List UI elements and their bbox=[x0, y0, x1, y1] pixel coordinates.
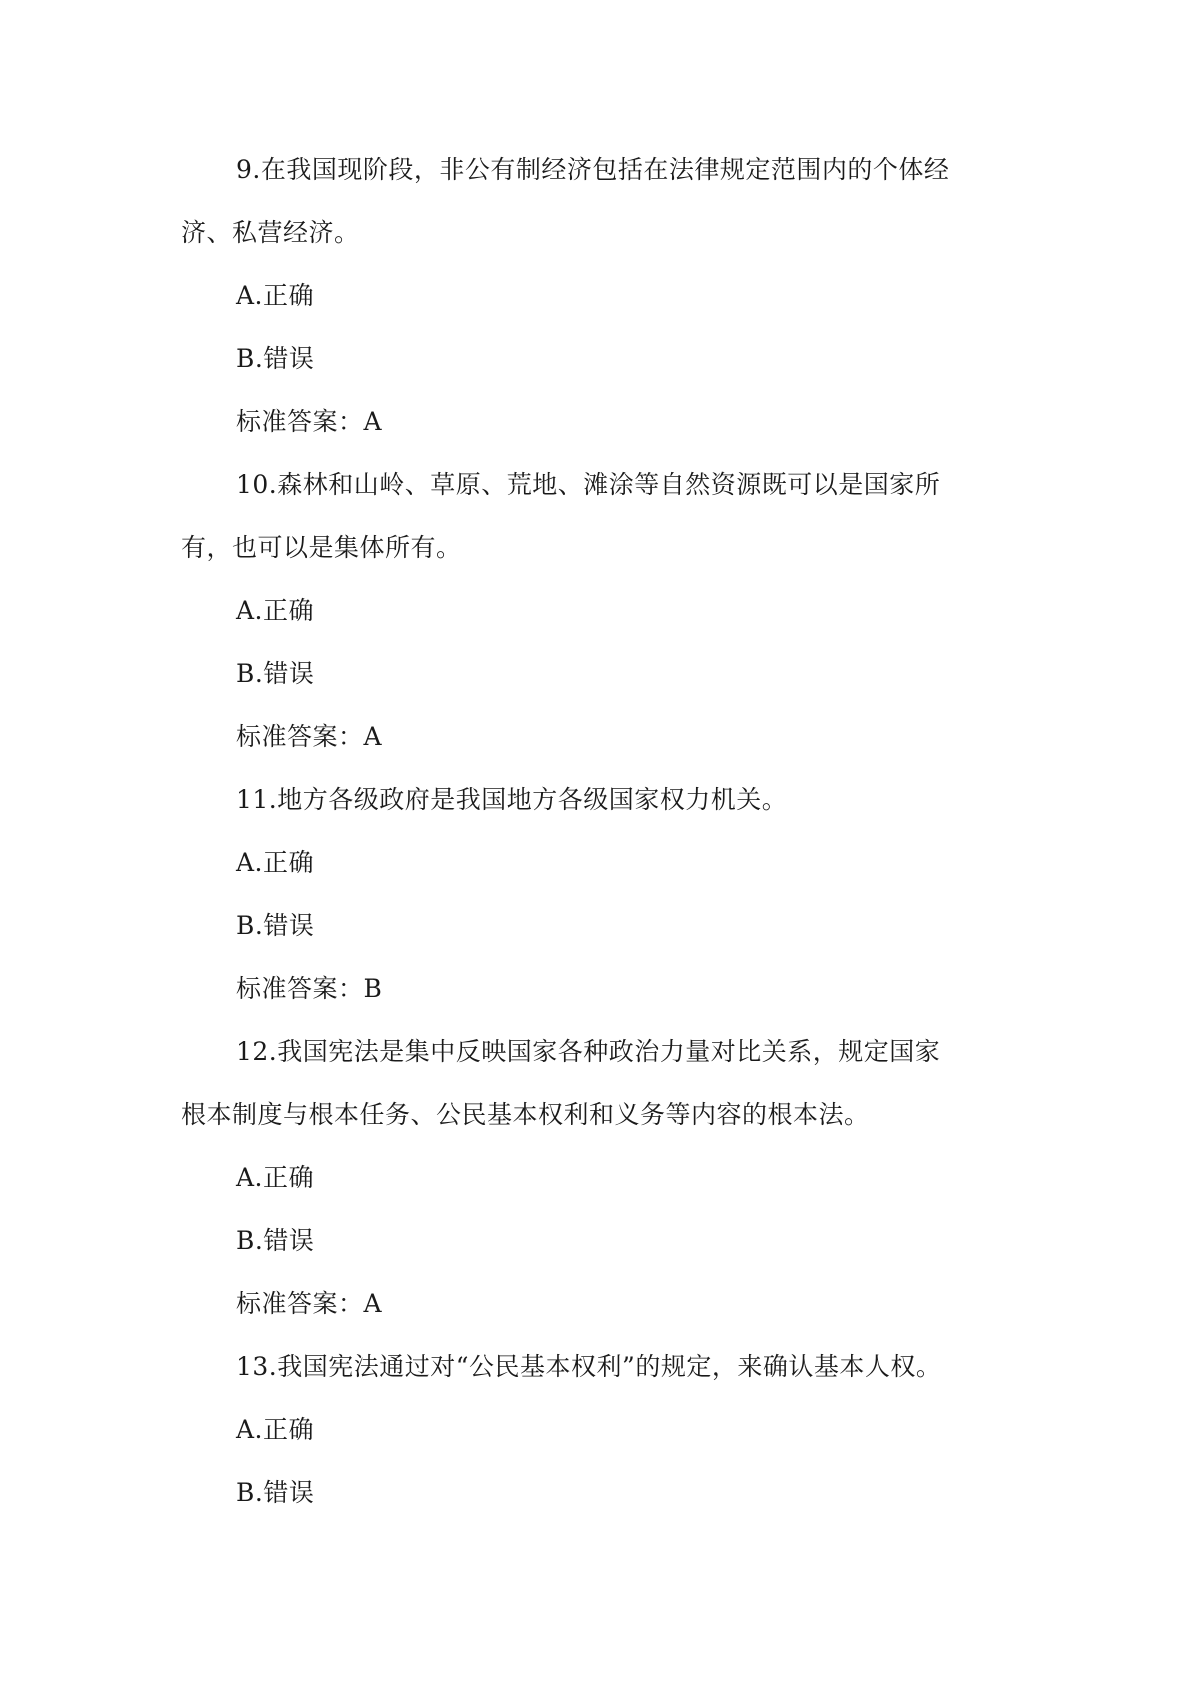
question-9-option-a: A.正确 bbox=[236, 281, 315, 310]
question-13-option-a: A.正确 bbox=[236, 1415, 315, 1444]
question-10-option-b: B.错误 bbox=[236, 659, 315, 688]
question-13-option-b: B.错误 bbox=[236, 1478, 315, 1507]
question-12-stem-line-1: 12.我国宪法是集中反映国家各种政治力量对比关系，规定国家 bbox=[236, 1037, 941, 1066]
question-9-option-b: B.错误 bbox=[236, 344, 315, 373]
question-10-stem-line-1: 10.森林和山岭、草原、荒地、滩涂等自然资源既可以是国家所 bbox=[236, 470, 941, 499]
question-11-answer: 标准答案：B bbox=[236, 974, 383, 1003]
question-11-stem-line-1: 11.地方各级政府是我国地方各级国家权力机关。 bbox=[236, 785, 788, 814]
question-10-answer: 标准答案：A bbox=[236, 722, 383, 751]
question-9-answer: 标准答案：A bbox=[236, 407, 383, 436]
question-10-option-a: A.正确 bbox=[236, 596, 315, 625]
question-11-option-b: B.错误 bbox=[236, 911, 315, 940]
question-9-stem-line-1: 9.在我国现阶段，非公有制经济包括在法律规定范围内的个体经 bbox=[236, 155, 950, 184]
question-12-answer: 标准答案：A bbox=[236, 1289, 383, 1318]
question-13-stem-line-1: 13.我国宪法通过对“公民基本权利”的规定，来确认基本人权。 bbox=[236, 1352, 942, 1381]
question-9-stem-line-2: 济、私营经济。 bbox=[181, 218, 360, 247]
question-12-stem-line-2: 根本制度与根本任务、公民基本权利和义务等内容的根本法。 bbox=[181, 1100, 870, 1129]
question-10-stem-line-2: 有，也可以是集体所有。 bbox=[181, 533, 462, 562]
question-11-option-a: A.正确 bbox=[236, 848, 315, 877]
question-12-option-a: A.正确 bbox=[236, 1163, 315, 1192]
question-12-option-b: B.错误 bbox=[236, 1226, 315, 1255]
